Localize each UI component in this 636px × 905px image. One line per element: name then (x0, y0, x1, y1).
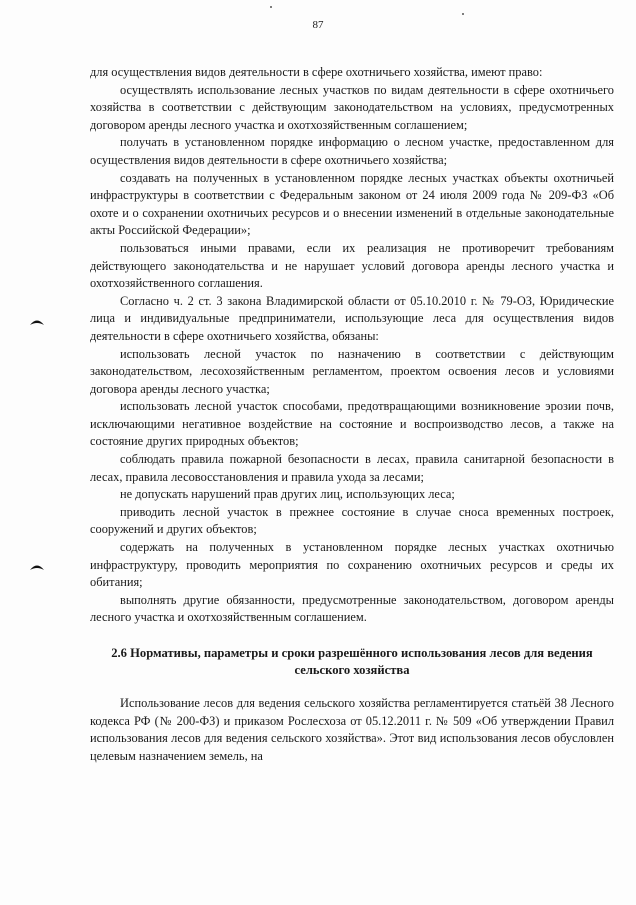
paragraph: пользоваться иными правами, если их реализация не противоречит требованиям действующего законодательства и не нарушает условий договора аренды лесного участка и охотхозяйственного соглашения. (90, 240, 614, 291)
paragraph: использовать лесной участок по назначению в соответствии с действующим законодательством, лесохозяйственным регламентом, проектом освоения лесов и условиями договора аренды лесного участка; (90, 346, 614, 396)
section-heading: 2.6 Нормативы, параметры и сроки разрешённого использования лесов для ведения сельского хозяйства (111, 646, 593, 677)
page-number: 87 (312, 19, 324, 31)
document-body (90, 64, 614, 765)
paragraph: использовать лесной участок способами, предотвращающими возникновение эрозии почв, исключающими негативное воздействие на состояние и воспроизводство лесов, а также на состояние других природных объектов; (90, 399, 614, 449)
paragraph: соблюдать правила пожарной безопасности в лесах, правила санитарной безопасности в лесах, правила лесовосстановления и правила ухода за лесами; (90, 452, 614, 484)
paragraph: осуществлять использование лесных участков по видам деятельности в сфере охотничьего хозяйства в соответствии с действующим законодательством на условиях, предусмотренных договором аренды лесного участка и охотхозяйственным соглашением; (90, 82, 614, 132)
paragraph: Использование лесов для ведения сельского хозяйства регламентируется статьёй 38 Лесного кодекса РФ (№ 200-ФЗ) и приказом Рослесхоза от 05.12.2011 г. № 509 «Об утверждении Правил использования лесов для ведения сельского хозяйства». Этот вид использования лесов обусловлен целевым назначением земель, на (90, 696, 614, 763)
paragraph: получать в установленном порядке информацию о лесном участке, предоставленном для осуществления видов деятельности в сфере охотничьего хозяйства; (90, 135, 614, 167)
paragraph: для осуществления видов деятельности в сфере охотничьего хозяйства, имеют право: (90, 65, 543, 79)
paragraph: не допускать нарушений прав других лиц, использующих леса; (120, 487, 455, 502)
paragraph: приводить лесной участок в прежнее состояние в случае сноса временных построек, сооружений и других объектов; (90, 504, 614, 537)
paragraph: содержать на полученных в установленном порядке лесных участках охотничью инфраструктуру, проводить мероприятия по сохранению охотничьих ресурсов и среды их обитания; (90, 540, 614, 590)
punch-mark-lower (30, 563, 44, 571)
paragraph: выполнять другие обязанности, предусмотренные законодательством, договором аренды лесного участка и охотхозяйственным соглашением. (90, 592, 614, 625)
punch-mark-upper (30, 318, 44, 326)
paragraph: Согласно ч. 2 ст. 3 закона Владимирской области от 05.10.2010 г. № 79-ОЗ, Юридические лица и индивидуальные предприниматели, использующие леса для осуществления видов деятельности в сфере охотничьего хозяйства, обязаны: (90, 293, 614, 343)
scan-speck (462, 13, 464, 15)
scan-speck (270, 6, 272, 8)
paragraph: создавать на полученных в установленном порядке лесных участках объекты охотничьей инфраструктуры в соответствии с Федеральным законом от 24 июля 2009 года № 209-ФЗ «Об охоте и о сохранении охотничьих ресурсов и о внесении изменений в отдельные законодательные акты Российской Федерации»; (90, 170, 614, 238)
